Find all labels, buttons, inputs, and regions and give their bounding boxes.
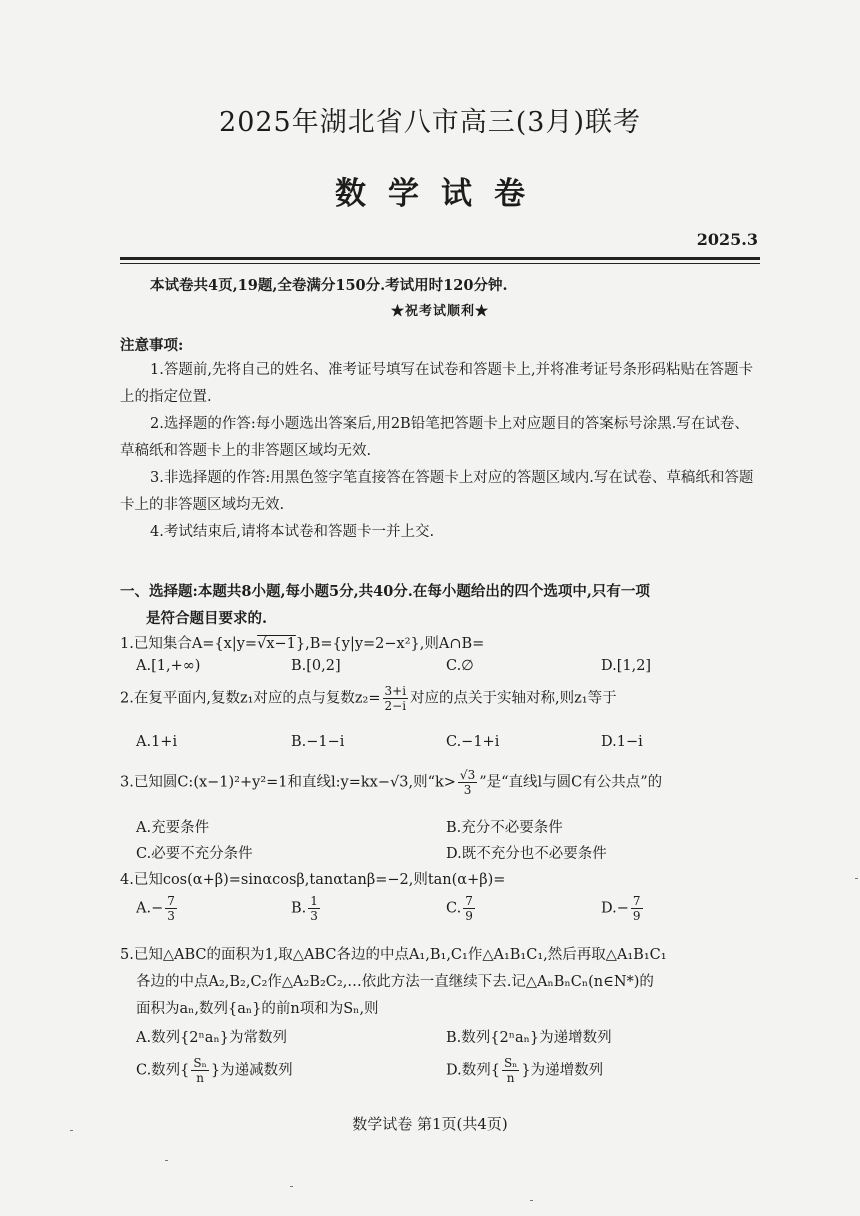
option-fraction (463, 894, 475, 923)
option-d: D.既不充分也不必要条件 (446, 846, 607, 862)
question-3 (120, 768, 760, 797)
option-b: B.[0,2] (291, 658, 341, 674)
question-1 (120, 632, 760, 653)
exam-intro: 本试卷共4页,19题,全卷满分150分.考试用时120分钟. (150, 277, 508, 294)
option-label: D. (601, 900, 617, 917)
fraction-numerator: 7 (167, 894, 175, 908)
exam-title: 2025年湖北省八市高三(3月)联考 (219, 107, 641, 138)
scan-speck (855, 878, 858, 879)
fraction-denominator: 2−i (384, 699, 407, 713)
exam-date: 2025.3 (696, 230, 758, 249)
fraction-denominator: 3 (310, 909, 318, 923)
option-label: B. (291, 900, 307, 917)
option-d: D.[1,2] (601, 658, 652, 674)
question-5-options-row2 (136, 1056, 756, 1085)
option-text: }为递增数列 (521, 1062, 604, 1079)
option-b: B.−1−i (291, 734, 345, 750)
option-label: C. (446, 900, 462, 917)
option-label: A. (136, 900, 152, 917)
fraction-numerator: √3 (459, 768, 476, 782)
option-c: C.必要不充分条件 (136, 846, 253, 862)
question-2-fraction (383, 684, 409, 713)
fraction-numerator: 1 (310, 894, 318, 908)
question-3-stem-end: ”是“直线l与圆C有公共点”的 (479, 774, 663, 791)
section-heading-line: 一、选择题:本题共8小题,每小题5分,共40分.在每小题给出的四个选项中,只有一项 (120, 583, 650, 600)
page-footer: 数学试卷 第1页(共4页) (352, 1115, 508, 1133)
fraction-numerator: 7 (465, 894, 473, 908)
option-sign: − (151, 900, 164, 917)
question-5 (120, 942, 760, 1023)
option-a (136, 894, 291, 923)
option-d: D.1−i (601, 734, 643, 750)
option-sign: − (616, 900, 629, 917)
question-4 (120, 868, 760, 889)
note-item: 3.非选择题的作答:用黑色签字笔直接答在答题卡上对应的答题区域内.写在试卷、草稿纸和答题卡上的非答题区域均无效. (120, 470, 754, 513)
question-4-options (136, 894, 756, 923)
option-d (601, 894, 756, 923)
notes-title: 注意事项: (120, 337, 184, 354)
fraction-denominator: 3 (463, 783, 472, 797)
header-rule-thin (120, 263, 760, 264)
fraction-denominator: n (196, 1071, 204, 1085)
fraction-numerator: Sₙ (193, 1056, 207, 1070)
scan-speck (165, 1160, 168, 1161)
note-item: 4.考试结束后,请将本试卷和答题卡一并上交. (150, 524, 435, 540)
option-d (446, 1056, 756, 1085)
fraction-numerator: Sₙ (503, 1056, 518, 1070)
scan-speck (70, 1130, 73, 1131)
option-fraction (165, 894, 177, 923)
section-heading-line: 是符合题目要求的. (146, 610, 268, 627)
question-3-stem: 3.已知圆C:(x−1)²+y²=1和直线l:y=kx−√3,则“k> (120, 774, 456, 791)
question-5-line: 面积为aₙ,数列{aₙ}的前n项和为Sₙ,则 (136, 1001, 379, 1017)
option-fraction (308, 894, 320, 923)
question-1-options (136, 658, 756, 674)
option-text: C.数列{ (136, 1062, 190, 1079)
question-3-fraction (458, 768, 477, 797)
option-c: C.−1+i (446, 734, 500, 750)
question-2-stem-end: 对应的点关于实轴对称,则z₁等于 (410, 690, 617, 707)
option-fraction (502, 1056, 519, 1085)
note-item: 1.答题前,先将自己的姓名、准考证号填写在试卷和答题卡上,并将准考证号条形码粘贴在答题卡上的指定位置. (120, 362, 754, 405)
question-3-options-row1 (136, 816, 756, 837)
option-b (291, 894, 446, 923)
question-1-stem: 1.已知集合A={x|y= (120, 636, 258, 652)
good-luck-banner: ★祝考试顺利★ (390, 304, 489, 319)
header-rule-thick (120, 257, 760, 260)
note-item: 2.选择题的作答:每小题选出答案后,用2B铅笔把答题卡上对应题目的答案标号涂黑.写在试卷、草稿纸和答题卡上的非答题区域均无效. (120, 416, 749, 459)
option-fraction (191, 1056, 208, 1085)
option-c (136, 1056, 446, 1085)
question-2 (120, 684, 760, 713)
option-b: B.数列{2ⁿaₙ}为递增数列 (446, 1030, 612, 1046)
option-c (446, 894, 601, 923)
scan-speck (290, 1186, 293, 1187)
question-2-options (136, 734, 756, 750)
notes-list (120, 357, 760, 546)
question-3-options-row2 (136, 842, 756, 863)
fraction-numerator: 3+i (384, 684, 407, 698)
fraction-denominator: 9 (632, 909, 641, 923)
question-4-stem: 4.已知cos(α+β)=sinαcosβ,tanαtanβ=−2,则tan(α+β)= (120, 872, 506, 888)
option-text: }为递减数列 (210, 1062, 293, 1079)
option-c: C.∅ (446, 658, 474, 674)
section-heading (120, 578, 760, 632)
option-a: A.1+i (136, 734, 178, 750)
fraction-denominator: 9 (465, 909, 473, 923)
option-fraction (631, 894, 643, 923)
option-a: A.数列{2ⁿaₙ}为常数列 (136, 1030, 287, 1046)
option-a: A.充要条件 (136, 820, 210, 836)
fraction-denominator: n (506, 1071, 515, 1085)
option-b: B.充分不必要条件 (446, 820, 563, 836)
fraction-numerator: 7 (632, 894, 641, 908)
option-text: D.数列{ (446, 1062, 500, 1079)
option-a: A.[1,+∞) (136, 658, 201, 674)
question-5-line: 各边的中点A₂,B₂,C₂作△A₂B₂C₂,…依此方法一直继续下去.记△AₙBₙCₙ(n∈N*)的 (136, 974, 654, 990)
fraction-denominator: 3 (167, 909, 175, 923)
question-2-stem: 2.在复平面内,复数z₁对应的点与复数z₂= (120, 690, 381, 707)
exam-subject: 数学试卷 (335, 176, 547, 212)
question-5-options-row1 (136, 1026, 756, 1047)
question-1-sqrt: √x−1 (257, 636, 296, 652)
question-1-stem-end: },B={y|y=2−x²},则A∩B= (295, 636, 485, 652)
scan-speck (530, 1200, 533, 1201)
question-5-line: 5.已知△ABC的面积为1,取△ABC各边的中点A₁,B₁,C₁作△A₁B₁C₁,然后再取△A₁B₁C₁ (120, 947, 667, 963)
